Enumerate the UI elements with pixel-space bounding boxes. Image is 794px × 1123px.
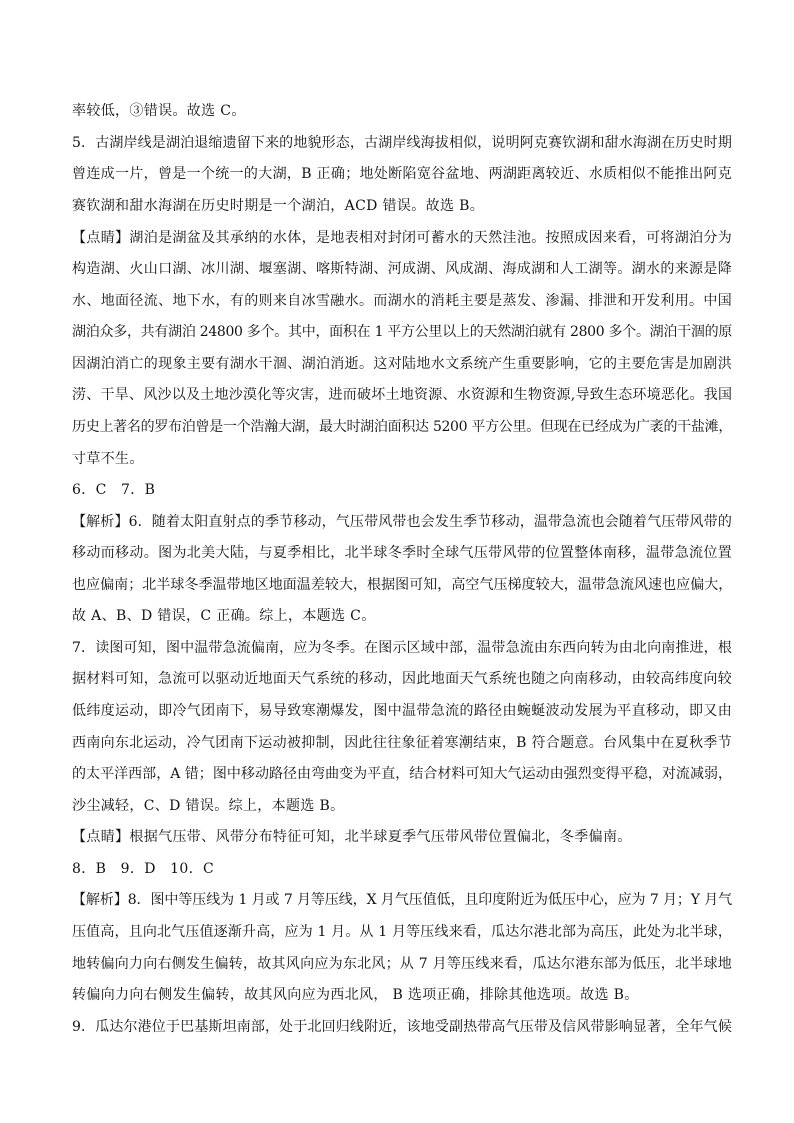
- text-line: 沙尘减轻，C、D 错误。综上，本题选 B。: [72, 798, 345, 814]
- text-line: 西南向东北运动，冷气团南下运动被抑制，因此往往象征着寒潮结束，B 符合题意。台风集中在夏秋季节: [72, 735, 732, 751]
- text-line: 赛钦湖和甜水海湖在历史时期是一个湖泊，ACD 错误。故选 B。: [72, 198, 485, 214]
- text-line: 6．C 7．B: [72, 482, 156, 498]
- text-line: 移动而移动。图为北美大陆，与夏季相比，北半球冬季时全球气压带风带的位置整体南移，温带急流位置: [72, 545, 732, 561]
- text-line: 历史上著名的罗布泊曾是一个浩瀚大湖，最大时湖泊面积达 5200 平方公里。但现在已经成为广袤的干盐滩，: [72, 419, 732, 435]
- text-line: 【解析】6．随着太阳直射点的季节移动，气压带风带也会发生季节移动，温带急流也会随着气压带风带的: [72, 514, 732, 530]
- text-line: 水、地面径流、地下水，有的则来自冰雪融水。而湖水的消耗主要是蒸发、渗漏、排泄和开发利用。中国: [72, 293, 732, 309]
- text-line: 率较低，③错误。故选 C。: [72, 103, 246, 119]
- text-line: 也应偏南；北半球冬季温带地区地面温差较大，根据图可知，高空气压梯度较大，温带急流风速也应偏大，: [72, 577, 732, 593]
- text-line: 因湖泊消亡的现象主要有湖水干涸、湖泊消逝。这对陆地水文系统产生重要影响，它的主要危害是加剧洪: [72, 356, 732, 372]
- text-line: 曾连成一片，曾是一个统一的大湖，B 正确；地处断陷宽谷盆地、两湖距离较近、水质相似不能推出阿克: [72, 166, 732, 182]
- text-line: 压值高，且向北气压值逐渐升高，应为 1 月。从 1 月等压线来看，瓜达尔港北部为高压，此处为北半球，: [72, 924, 732, 940]
- text-line: 构造湖、火山口湖、冰川湖、堰塞湖、喀斯特湖、河成湖、风成湖、海成湖和人工湖等。湖水的来源是降: [72, 261, 732, 277]
- text-line: 【点睛】根据气压带、风带分布特征可知，北半球夏季气压带风带位置偏北，冬季偏南。: [72, 829, 632, 845]
- text-line: 低纬度运动，即冷气团南下，易导致寒潮爆发，图中温带急流的路径由蜿蜒波动发展为平直移动，即又由: [72, 703, 732, 719]
- text-line: 地转偏向力向右侧发生偏转，故其风向应为东北风；从 7 月等压线来看，瓜达尔港东部为低压，北半球地: [72, 956, 732, 972]
- text-line: 【解析】8．图中等压线为 1 月或 7 月等压线，X 月气压值低，且印度附近为低压中心，应为 7 月；Y 月气: [72, 892, 732, 908]
- text-line: 8．B 9．D 10．C: [72, 861, 215, 877]
- text-line: 的太平洋西部，A 错；图中移动路径由弯曲变为平直，结合材料可知大气运动由强烈变得平稳，对流减弱，: [72, 766, 732, 782]
- text-line: 据材料可知，急流可以驱动近地面天气系统的移动，因此地面天气系统也随之向南移动，由较高纬度向较: [72, 671, 732, 687]
- text-line: 故 A、B、D 错误，C 正确。综上，本题选 C。: [72, 608, 376, 624]
- text-line: 涝、干旱、风沙以及土地沙漠化等灾害，进而破坏土地资源、水资源和生物资源,导致生态环境恶化。我国: [72, 387, 732, 403]
- text-line: 湖泊众多，共有湖泊 24800 多个。其中，面积在 1 平方公里以上的天然湖泊就有 2800 多个。湖泊干涸的原: [72, 324, 732, 340]
- text-line: 【点睛】湖泊是湖盆及其承纳的水体，是地表相对封闭可蓄水的天然洼池。按照成因来看，可将湖泊分为: [72, 230, 732, 246]
- text-line: 9．瓜达尔港位于巴基斯坦南部，处于北回归线附近，该地受副热带高气压带及信风带影响显著，全年气候: [72, 1019, 732, 1035]
- text-line: 转偏向力向右侧发生偏转，故其风向应为西北风， B 选项正确，排除其他选项。故选 B。: [72, 987, 639, 1003]
- text-line: 7．读图可知，图中温带急流偏南，应为冬季。在图示区域中部，温带急流由东西向转为由北向南推进，根: [72, 640, 732, 656]
- text-line: 寸草不生。: [72, 451, 144, 467]
- text-line: 5．古湖岸线是湖泊退缩遗留下来的地貌形态，古湖岸线海拔相似，说明阿克赛钦湖和甜水海湖在历史时期: [72, 135, 732, 151]
